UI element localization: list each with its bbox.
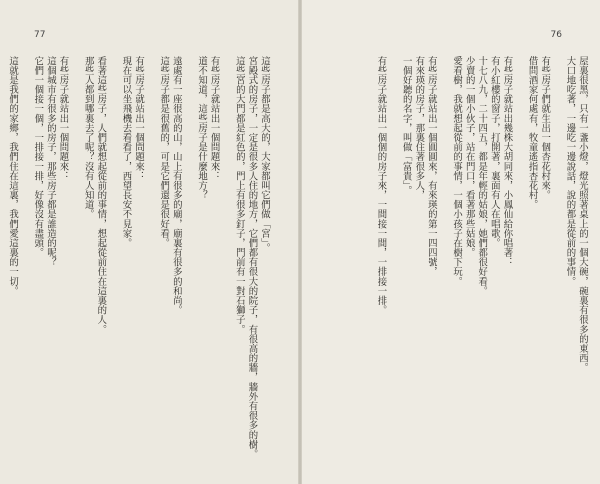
left-page-text: 這些房子都是高大的，大家都叫它們做「宮」。 宮殿式的房子，一定是很多人住的地方，它們都有很大的院子，有很高的牆，牆外有很多的樹。 這些宮的大門都是紅色的，門上有很多釘子，門前有一對石獅子。 有些房子就站出一個問題來： 道不知道，這些房子是什麼地方？ 遠處有一座很高的山，山上有很多的廟，廟裏有很多的和尚。 這些房子都是很舊的，可是它們還是很好看。 有些房子就站出一個問題來： 現在可以坐飛機去看看了，西望長安不見家。 看著這些房子，人們就想起從前的事情，想起從前住在這裏的人。 那些人都到哪裏去了呢？沒有人知道。 有些房子就站出一個問題來： 這個城市有很多的房子，那些房子都是誰造的呢？ 它們一個接一個，一排接一排，好像沒有盡頭。 這就是我們的家鄉，我們住在這裏，我們愛這裏的一切。 <box>7 56 270 459</box>
left-page <box>0 0 298 484</box>
right-page-text: 屋裏很黑，只有一盞小燈，燈光照著桌上的一個大碗，碗裏有很多的東西。 大口地吃著，一邊吃一邊說話，說的都是從前的事情。 有些房子們就生出一個杏花村來。 借問酒家何處有，牧童遙指杏花村。 有些房子就站出幾株大胡同來，小鳳仙給你唱著： 有小紅樓的窗子，打開著，裏面有人在唱歌。 十七八九，二十四五，都是年輕的姑娘，她們都很好看。 少賣的一個小伙子，站在門口，看著那些姑娘。 愛看樹，我就想起從前的事情，一個小孩子在樹下玩。 有些房子就站出一個圓圓來，有來瑛的第一四四號， 有來瑛的房子，那裏住著很多人， 一個好聽的名字，叫做「富貴」。 有些房子就站出一個個的房子來，一間接一間，一排接一排。 <box>375 56 588 373</box>
right-page <box>302 0 600 484</box>
page-number-right: 76 <box>550 30 562 40</box>
page-number-left: 77 <box>34 30 46 40</box>
